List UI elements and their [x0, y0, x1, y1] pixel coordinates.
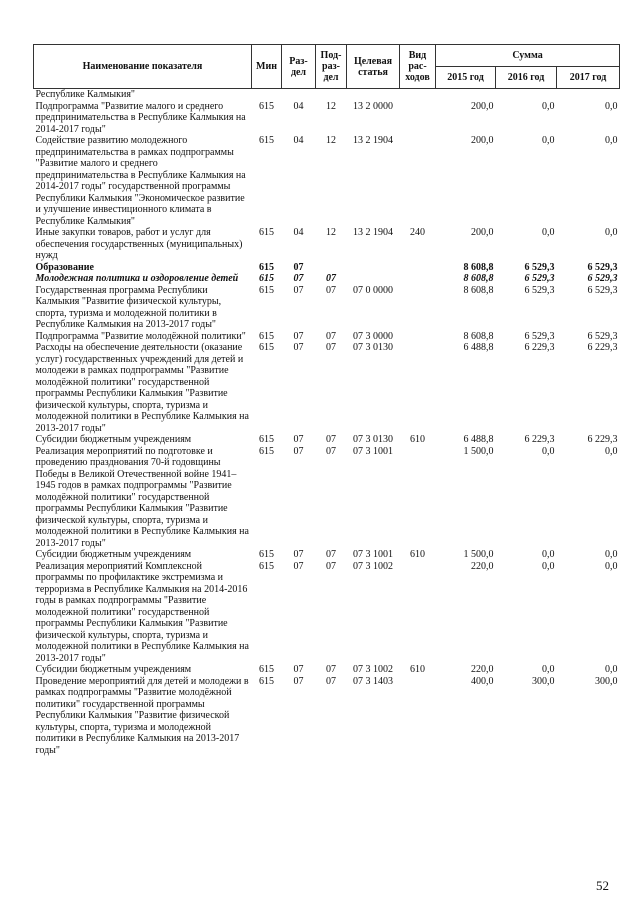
row-target: 07 3 1002 — [353, 664, 393, 675]
row-min: 615 — [259, 549, 274, 560]
row-name: Расходы на обеспечение деятельности (оказание услуг) государственных учреждений для детей и молодежи в рамках подпрограммы "Развитие молодёжной политики" государственной программы Республики Калмыкия "Развитие физической культуры, спорта, туризма и молодежной политики в Республике Калмыкия на 2013-2017 годы" — [35, 342, 249, 434]
row-podrazdel — [316, 89, 347, 101]
row-podrazdel: 07 — [326, 342, 336, 353]
table-row — [34, 331, 620, 343]
header-target: Целевая статья — [347, 45, 400, 89]
row-min: 615 — [259, 664, 274, 675]
row-razdel: 07 — [293, 445, 304, 457]
row-sum-2017: 0,0 — [605, 100, 618, 112]
row-sum-2015: 6 488,8 — [463, 342, 494, 353]
header-2016: 2016 год — [496, 67, 557, 89]
row-razdel: 07 — [293, 549, 304, 560]
row-vid: 610 — [410, 549, 425, 560]
row-name: Подпрограмма "Развитие молодёжной политики" — [35, 330, 246, 342]
row-name: Проведение мероприятий для детей и молодежи в рамках подпрограммы "Развитие молодёжной политики" государственной программы Республики Калмыкия "Развитие физической культуры, спорта, туризма и молодежной политики в Республике Калмыкия на 2013-2017 годы" — [35, 675, 249, 756]
row-min: 615 — [259, 560, 274, 572]
row-podrazdel: 07 — [326, 273, 336, 284]
row-vid: 610 — [410, 434, 425, 445]
row-razdel: 07 — [293, 434, 304, 445]
row-min: 615 — [259, 445, 274, 457]
row-sum-2016: 0,0 — [542, 135, 555, 146]
row-vid — [400, 446, 436, 550]
table-row — [34, 285, 620, 331]
row-min — [252, 89, 282, 101]
table-row — [34, 101, 620, 136]
row-target — [347, 273, 400, 285]
row-sum-2017: 0,0 — [605, 227, 618, 238]
table-row — [34, 89, 620, 101]
row-podrazdel: 07 — [326, 445, 336, 457]
row-min: 615 — [259, 434, 274, 445]
row-target: 07 3 1001 — [353, 549, 393, 560]
row-sum-2015: 1 500,0 — [463, 549, 494, 560]
row-name: Государственная программа Республики Калмыкия "Развитие физической культуры, спорта, туризма и молодежной политики в Республике Калмыкия на 2013-2017 годы" — [35, 284, 222, 330]
row-sum-2016: 6 529,3 — [524, 273, 555, 284]
row-vid — [400, 285, 436, 331]
row-podrazdel: 07 — [326, 664, 336, 675]
row-target: 07 3 0130 — [353, 342, 393, 353]
row-sum-2017: 6 229,3 — [587, 434, 618, 445]
table-row — [34, 664, 620, 676]
row-target: 13 2 0000 — [353, 100, 393, 112]
table-row — [34, 549, 620, 561]
row-razdel: 07 — [293, 342, 304, 353]
row-podrazdel: 12 — [326, 100, 336, 112]
row-vid — [400, 135, 436, 227]
row-sum-2016: 6 229,3 — [524, 434, 555, 445]
row-sum-2017: 6 529,3 — [587, 330, 618, 342]
header-razdel: Раз- дел — [282, 45, 316, 89]
row-min: 615 — [259, 100, 274, 112]
row-min: 615 — [259, 135, 274, 146]
row-target: 07 3 0130 — [353, 434, 393, 445]
header-2015: 2015 год — [436, 67, 496, 89]
row-sum-2016: 6 529,3 — [524, 261, 555, 273]
row-name: Иные закупки товаров, работ и услуг для обеспечения государственных (муниципальных) нужд — [35, 227, 243, 261]
row-min: 615 — [259, 261, 274, 273]
row-min: 615 — [259, 330, 274, 342]
row-sum-2017: 0,0 — [605, 560, 618, 572]
header-name: Наименование показателя — [34, 45, 252, 89]
row-sum-2015: 220,0 — [471, 664, 494, 675]
row-sum-2016: 300,0 — [532, 675, 555, 687]
row-sum-2016: 0,0 — [542, 549, 555, 560]
row-vid — [400, 676, 436, 757]
row-razdel: 07 — [293, 664, 304, 675]
row-target: 07 3 0000 — [353, 330, 393, 342]
row-vid — [400, 342, 436, 434]
table-row — [34, 227, 620, 262]
row-razdel: 07 — [293, 284, 304, 296]
row-sum-2015: 200,0 — [471, 227, 494, 238]
row-sum-2016: 0,0 — [542, 227, 555, 238]
row-podrazdel: 07 — [326, 549, 336, 560]
row-sum-2015: 200,0 — [471, 100, 494, 112]
table-row — [34, 342, 620, 434]
row-sum-2015: 8 608,8 — [463, 284, 494, 296]
row-name: Образование — [35, 261, 94, 273]
table-row — [34, 434, 620, 446]
row-target — [347, 89, 400, 101]
row-vid — [400, 101, 436, 136]
row-vid: 240 — [410, 227, 425, 238]
table-row — [34, 561, 620, 665]
row-target: 07 0 0000 — [353, 284, 393, 296]
row-vid — [400, 89, 436, 101]
row-sum-2015: 200,0 — [471, 135, 494, 146]
row-sum-2017: 300,0 — [595, 675, 618, 687]
row-sum-2016: 0,0 — [542, 560, 555, 572]
row-min: 615 — [259, 342, 274, 353]
row-razdel: 04 — [293, 227, 304, 238]
row-razdel: 07 — [293, 675, 304, 687]
row-min: 615 — [259, 284, 274, 296]
row-sum-2016: 0,0 — [542, 100, 555, 112]
row-name: Молодежная политика и оздоровление детей — [35, 273, 239, 284]
row-sum-2017 — [557, 89, 620, 101]
row-sum-2016: 6 529,3 — [524, 284, 555, 296]
row-vid: 610 — [410, 664, 425, 675]
table-row — [34, 446, 620, 550]
row-name: Содействие развитию молодежного предпринимательства в рамках подпрограммы "Развитие малого и среднего предпринимательства в Республике Калмыкия на 2014-2017 годы" государственной программы Республики Калмыкия "Экономическое развитие и улучшение инвестиционного климата в Республике Калмыкия" — [35, 135, 246, 227]
row-name: Реализация мероприятий Комплексной программы по профилактике экстремизма и терроризма в Республике Калмыкия на 2014-2016 годы в рамках подпрограммы "Развитие молодежной политики" государственной программы Республики Калмыкия "Развитие физической культуры, спорта, туризма и молодежной политики в Республике Калмыкия на 2013-2017 годы" — [35, 560, 249, 664]
row-podrazdel: 07 — [326, 330, 336, 342]
row-sum-2017: 0,0 — [605, 664, 618, 675]
row-sum-2017: 0,0 — [605, 445, 618, 457]
row-podrazdel: 07 — [326, 675, 336, 687]
row-sum-2016: 0,0 — [542, 664, 555, 675]
header-podrazdel: Под- раз- дел — [316, 45, 347, 89]
row-target: 07 3 1403 — [353, 675, 393, 687]
row-sum-2017: 0,0 — [605, 549, 618, 560]
row-razdel: 04 — [293, 100, 304, 112]
row-name: Субсидии бюджетным учреждениям — [35, 664, 192, 675]
header-min: Мин — [252, 45, 282, 89]
row-razdel: 07 — [293, 273, 304, 284]
row-target: 13 2 1904 — [353, 135, 393, 146]
row-target — [347, 262, 400, 274]
row-vid — [400, 331, 436, 343]
row-razdel: 07 — [293, 261, 304, 273]
row-sum-2017: 6 529,3 — [587, 284, 618, 296]
table-row — [34, 262, 620, 274]
row-sum-2017: 6 529,3 — [587, 273, 618, 284]
table-body — [34, 89, 620, 757]
row-target: 07 3 1001 — [353, 445, 393, 457]
row-podrazdel — [316, 262, 347, 274]
row-sum-2015: 8 608,8 — [463, 261, 494, 273]
row-sum-2016 — [496, 89, 557, 101]
table-row — [34, 135, 620, 227]
row-sum-2015 — [436, 89, 496, 101]
row-min: 615 — [259, 273, 274, 284]
row-podrazdel: 07 — [326, 560, 336, 572]
row-vid — [400, 561, 436, 665]
row-podrazdel: 07 — [326, 434, 336, 445]
row-target: 13 2 1904 — [353, 227, 393, 238]
row-podrazdel: 12 — [326, 227, 336, 238]
row-min: 615 — [259, 227, 274, 238]
row-sum-2015: 220,0 — [471, 560, 494, 572]
row-vid — [400, 273, 436, 285]
page-number: 52 — [596, 878, 609, 893]
row-name: Субсидии бюджетным учреждениям — [35, 549, 192, 560]
row-razdel: 07 — [293, 560, 304, 572]
row-target: 07 3 1002 — [353, 560, 393, 572]
row-podrazdel: 07 — [326, 284, 336, 296]
row-sum-2016: 0,0 — [542, 445, 555, 457]
header-vid: Вид рас- ходов — [400, 45, 436, 89]
table-header — [34, 45, 620, 89]
row-sum-2017: 0,0 — [605, 135, 618, 146]
row-name: Реализация мероприятий по подготовке и проведению празднования 70-й годовщины Победы в Великой Отечественной войне 1941–1945 годов в рамках подпрограммы "Развитие молодёжной политики" государственной программы Республики Калмыкия "Развитие физической культуры, спорта, туризма и молодежной политики в Республике Калмыкия на 2013-2017 годы" — [35, 445, 249, 549]
row-razdel: 07 — [293, 330, 304, 342]
row-sum-2015: 400,0 — [471, 675, 494, 687]
row-razdel: 04 — [293, 135, 304, 146]
row-sum-2015: 8 608,8 — [463, 330, 494, 342]
row-sum-2017: 6 529,3 — [587, 261, 618, 273]
table-row — [34, 273, 620, 285]
row-sum-2015: 8 608,8 — [463, 273, 494, 284]
row-razdel — [282, 89, 316, 101]
table-row — [34, 676, 620, 757]
budget-table — [33, 44, 620, 756]
header-2017: 2017 год — [557, 67, 620, 89]
row-sum-2015: 6 488,8 — [463, 434, 494, 445]
row-sum-2016: 6 529,3 — [524, 330, 555, 342]
header-sum: Сумма — [436, 45, 620, 67]
row-name: Подпрограмма "Развитие малого и среднего предпринимательства в Республике Калмыкия на 2014-2017 годы" — [35, 100, 246, 135]
row-min: 615 — [259, 675, 274, 687]
row-sum-2015: 1 500,0 — [463, 445, 494, 457]
row-vid — [400, 262, 436, 274]
row-name: Республике Калмыкия" — [35, 89, 135, 100]
row-name: Субсидии бюджетным учреждениям — [35, 434, 192, 445]
row-sum-2016: 6 229,3 — [524, 342, 555, 353]
row-podrazdel: 12 — [326, 135, 336, 146]
row-sum-2017: 6 229,3 — [587, 342, 618, 353]
